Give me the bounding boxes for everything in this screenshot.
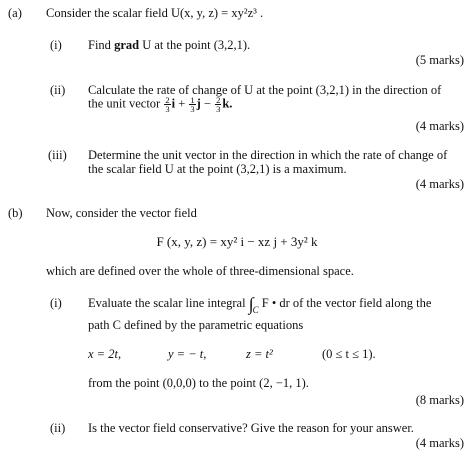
unit-vector-k: k. bbox=[222, 96, 233, 111]
part-a-ii-line1: Calculate the rate of change of U at the point (3,2,1) in the direction of bbox=[88, 83, 442, 97]
part-a-ii-label: (ii) bbox=[50, 83, 66, 97]
part-b-i-line1-pre: Evaluate the scalar line integral bbox=[88, 296, 246, 310]
part-b-i-line1 bbox=[88, 294, 431, 316]
part-a-iii-label: (iii) bbox=[48, 148, 67, 162]
part-a-i-text-post: U at the point (3,2,1). bbox=[139, 38, 251, 52]
part-a-i-text bbox=[88, 38, 250, 53]
part-a-iii-line2: the scalar field U at the point (3,2,1) is a maximum. bbox=[88, 162, 347, 176]
part-a-ii-line2 bbox=[88, 96, 232, 113]
frac3-num: 2 bbox=[216, 95, 221, 105]
part-b-i-line1-post: F • dr of the vector field along the bbox=[261, 296, 432, 310]
part-b-i-line3: from the point (0,0,0) to the point (2, −1, 1). bbox=[88, 376, 309, 390]
part-b-i-label: (i) bbox=[50, 296, 62, 310]
part-a-iii-marks: (4 marks) bbox=[415, 177, 464, 191]
fraction-one-third bbox=[189, 96, 195, 113]
part-a-intro: Consider the scalar field U(x, y, z) = xy²z³ . bbox=[46, 6, 264, 20]
part-a-i-label: (i) bbox=[50, 38, 62, 52]
part-b-ii-marks: (4 marks) bbox=[415, 436, 464, 450]
plus-sign: + bbox=[178, 96, 186, 111]
part-b-i-line2: path C defined by the parametric equations bbox=[88, 318, 304, 332]
param-range: (0 ≤ t ≤ 1). bbox=[322, 347, 376, 361]
param-eq-z: z = t² bbox=[246, 347, 273, 361]
frac1-den: 3 bbox=[165, 104, 170, 114]
vector-field-equation: F (x, y, z) = xy² i − xz j + 3y² k bbox=[156, 234, 318, 249]
param-eq-y: y = − t, bbox=[168, 347, 207, 361]
part-a-ii-marks: (4 marks) bbox=[415, 119, 464, 133]
part-a-label: (a) bbox=[8, 6, 22, 20]
minus-sign: − bbox=[203, 96, 211, 111]
frac3-den: 3 bbox=[216, 104, 221, 114]
part-a-ii-line2-pre: the unit vector bbox=[88, 96, 161, 111]
part-a-i-grad: grad bbox=[114, 38, 140, 52]
fraction-two-thirds-1 bbox=[164, 96, 170, 113]
fraction-two-thirds-2 bbox=[215, 96, 221, 113]
part-b-i-marks: (8 marks) bbox=[415, 393, 464, 407]
unit-vector-i: i bbox=[171, 96, 176, 111]
part-b-intro: Now, consider the vector field bbox=[46, 206, 197, 220]
integral-sign: ∫ bbox=[248, 294, 254, 314]
integral-subscript: C bbox=[252, 305, 259, 315]
part-b-ii-text: Is the vector field conservative? Give the reason for your answer. bbox=[88, 421, 414, 435]
unit-vector-j: j bbox=[196, 96, 201, 111]
part-b-label: (b) bbox=[8, 206, 23, 220]
frac1-num: 2 bbox=[165, 95, 170, 105]
part-b-ii-label: (ii) bbox=[50, 421, 66, 435]
part-a-i-marks: (5 marks) bbox=[415, 53, 464, 67]
param-eq-x: x = 2t, bbox=[88, 347, 122, 361]
frac2-num: 1 bbox=[190, 95, 195, 105]
part-a-iii-line1: Determine the unit vector in the direction in which the rate of change of bbox=[88, 148, 448, 162]
frac2-den: 3 bbox=[190, 104, 195, 114]
part-b-defined-text: which are defined over the whole of three-dimensional space. bbox=[46, 264, 354, 278]
part-a-i-text-pre: Find bbox=[88, 38, 115, 52]
